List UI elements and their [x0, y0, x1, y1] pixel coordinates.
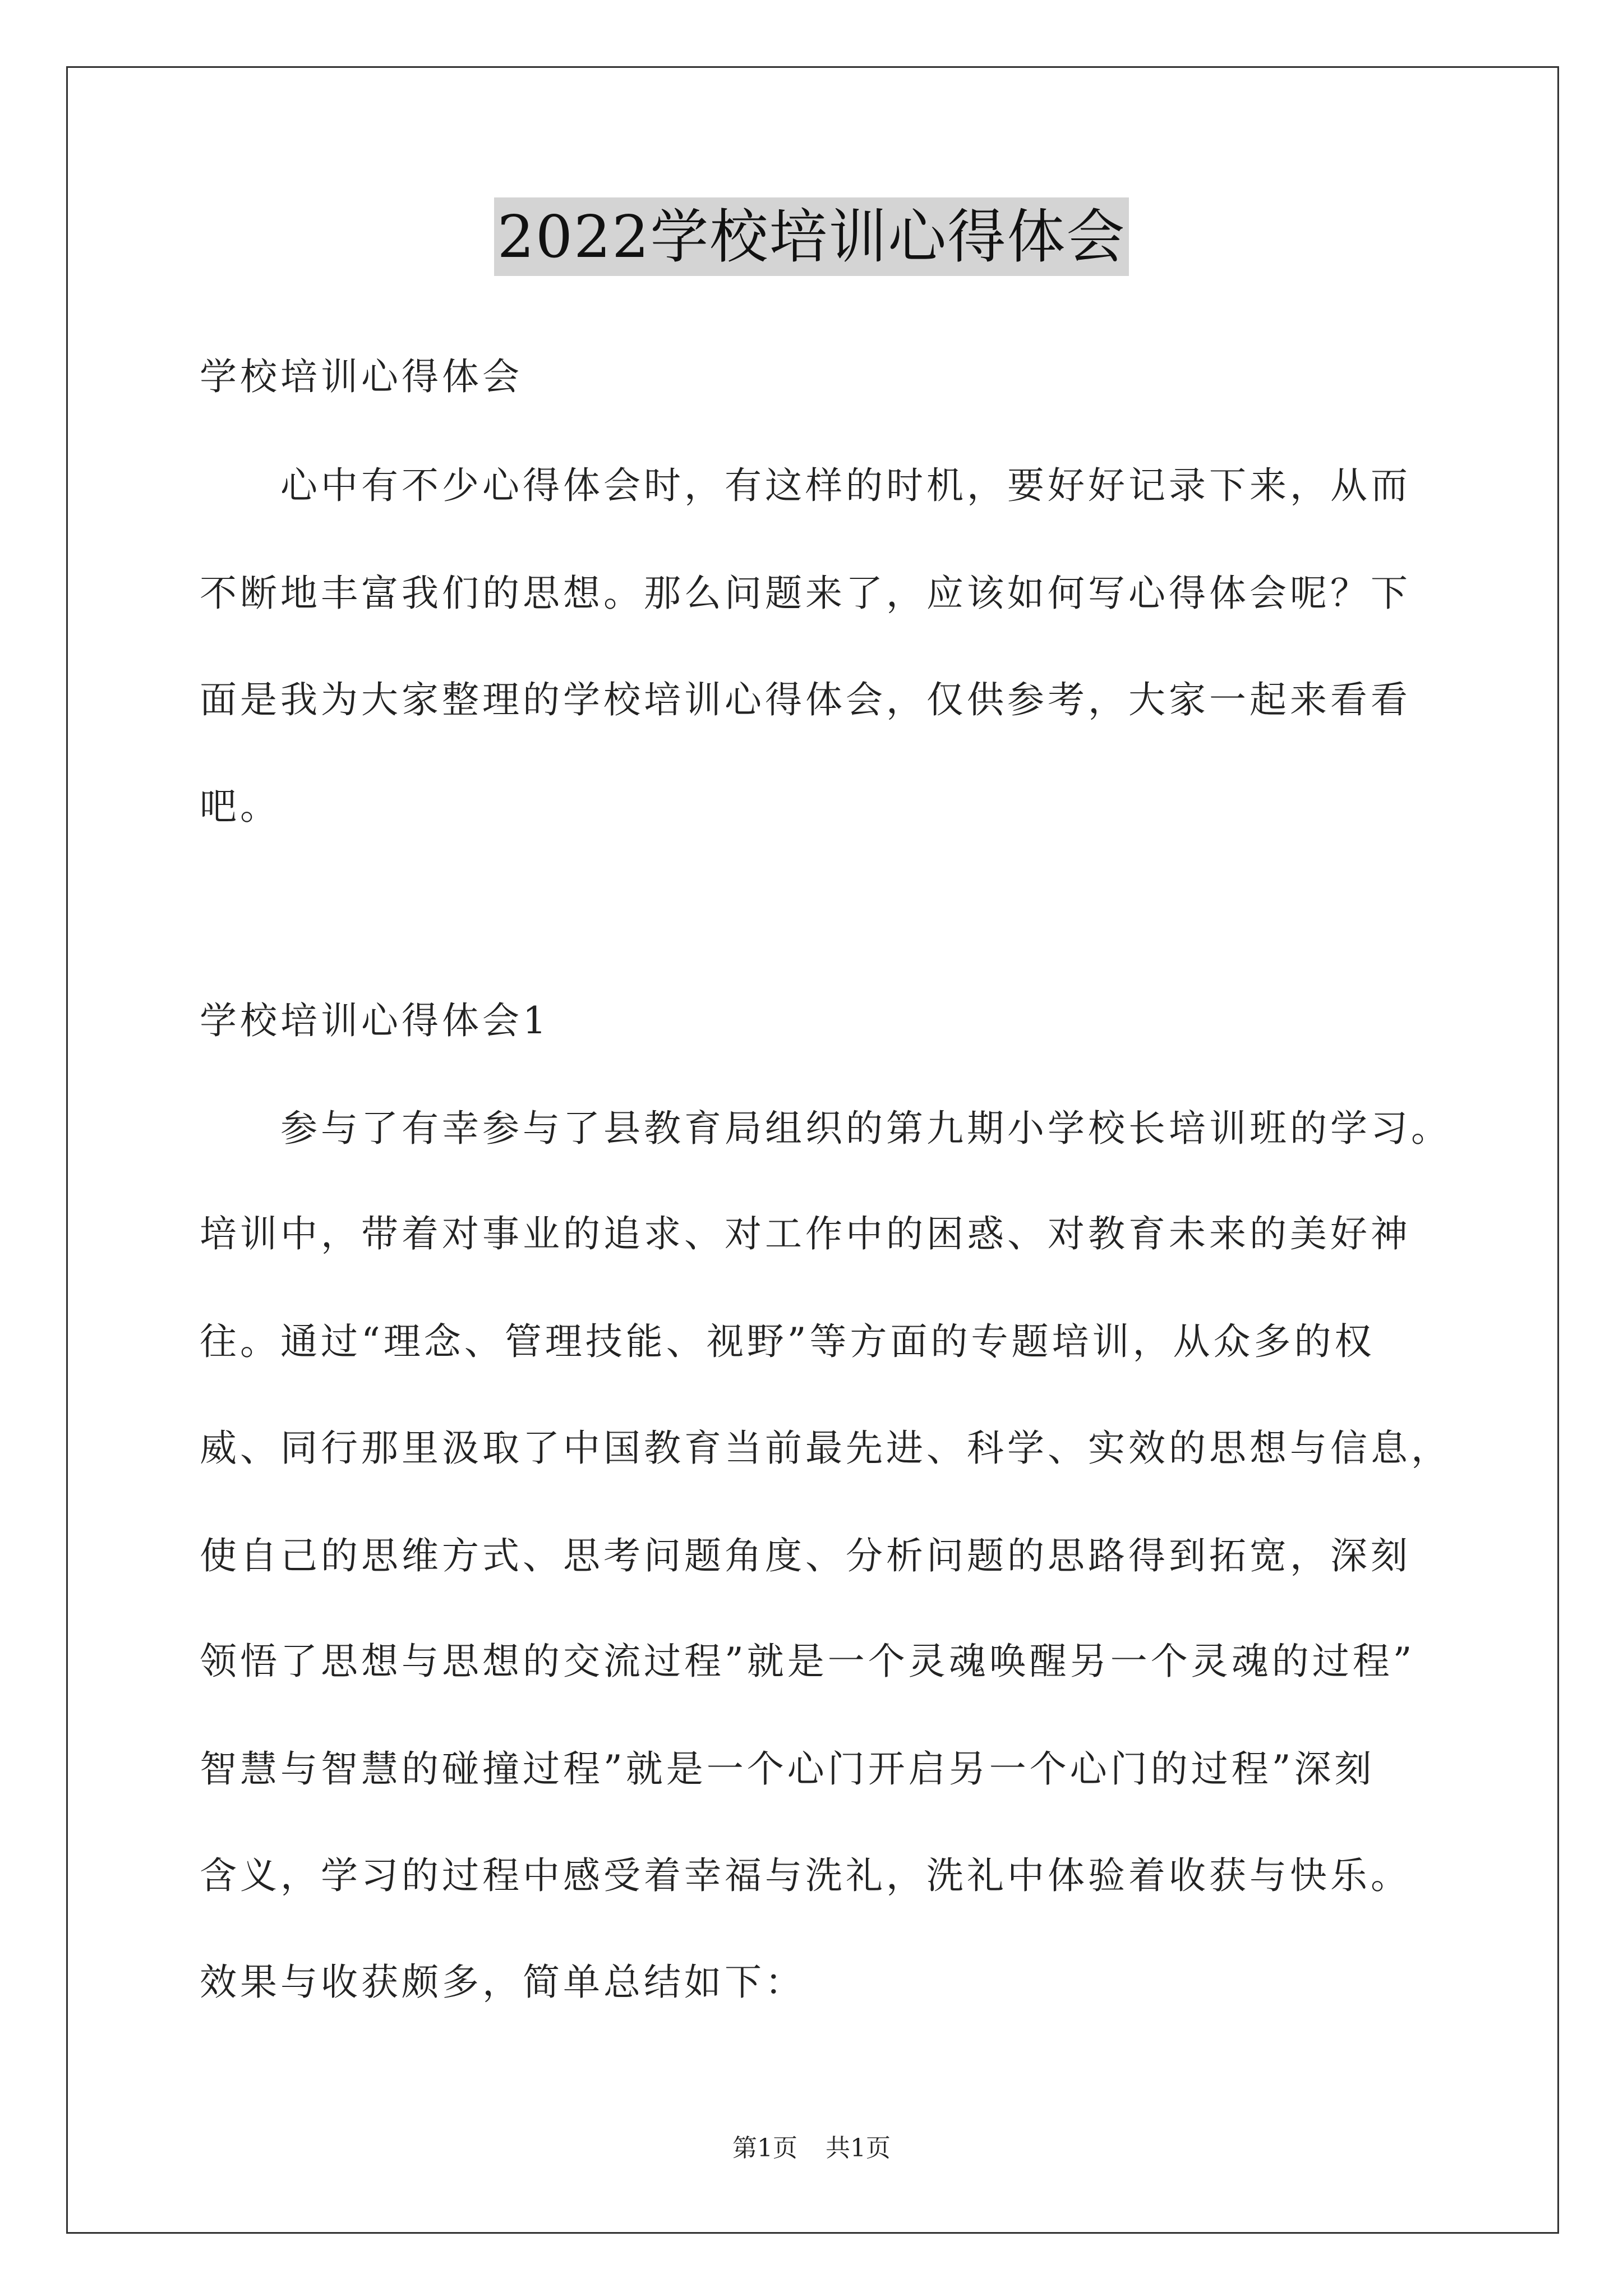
body-line-1: 参与了有幸参与了县教育局组织的第九期小学校长培训班的学习。	[280, 1107, 1451, 1150]
body-line-7: 智慧与智慧的碰撞过程”就是一个心门开启另一个心门的过程”深刻	[200, 1747, 1375, 1791]
section-heading-intro: 学校培训心得体会	[200, 355, 523, 398]
intro-line-1: 心中有不少心得体会时，有这样的时机，要好好记录下来，从而	[280, 464, 1411, 507]
page-number-current: 第1页	[732, 2134, 797, 2162]
intro-line-4: 吧。	[200, 785, 280, 828]
body-line-3: 往。通过“理念、管理技能、视野”等方面的专题培训，从众多的权	[200, 1320, 1375, 1363]
body-line-2: 培训中，带着对事业的追求、对工作中的困惑、对教育未来的美好神	[200, 1212, 1411, 1255]
page-footer	[0, 2133, 1623, 2164]
document-title: 2022学校培训心得体会	[494, 197, 1129, 276]
section-heading-1: 学校培训心得体会1	[200, 999, 550, 1042]
body-line-8: 含义，学习的过程中感受着幸福与洗礼，洗礼中体验着收获与快乐。	[200, 1854, 1411, 1897]
body-line-5: 使自己的思维方式、思考问题角度、分析问题的思路得到拓宽，深刻	[200, 1534, 1411, 1577]
title-container	[0, 197, 1623, 276]
page-number-total: 共1页	[826, 2134, 891, 2162]
body-line-4: 威、同行那里汲取了中国教育当前最先进、科学、实效的思想与信息，	[200, 1427, 1451, 1470]
body-line-9: 效果与收获颇多，简单总结如下：	[200, 1961, 805, 2004]
intro-line-2: 不断地丰富我们的思想。那么问题来了，应该如何写心得体会呢？下	[200, 572, 1411, 615]
body-line-6: 领悟了思想与思想的交流过程”就是一个灵魂唤醒另一个灵魂的过程”	[200, 1640, 1415, 1683]
intro-line-3: 面是我为大家整理的学校培训心得体会，仅供参考，大家一起来看看	[200, 678, 1411, 721]
